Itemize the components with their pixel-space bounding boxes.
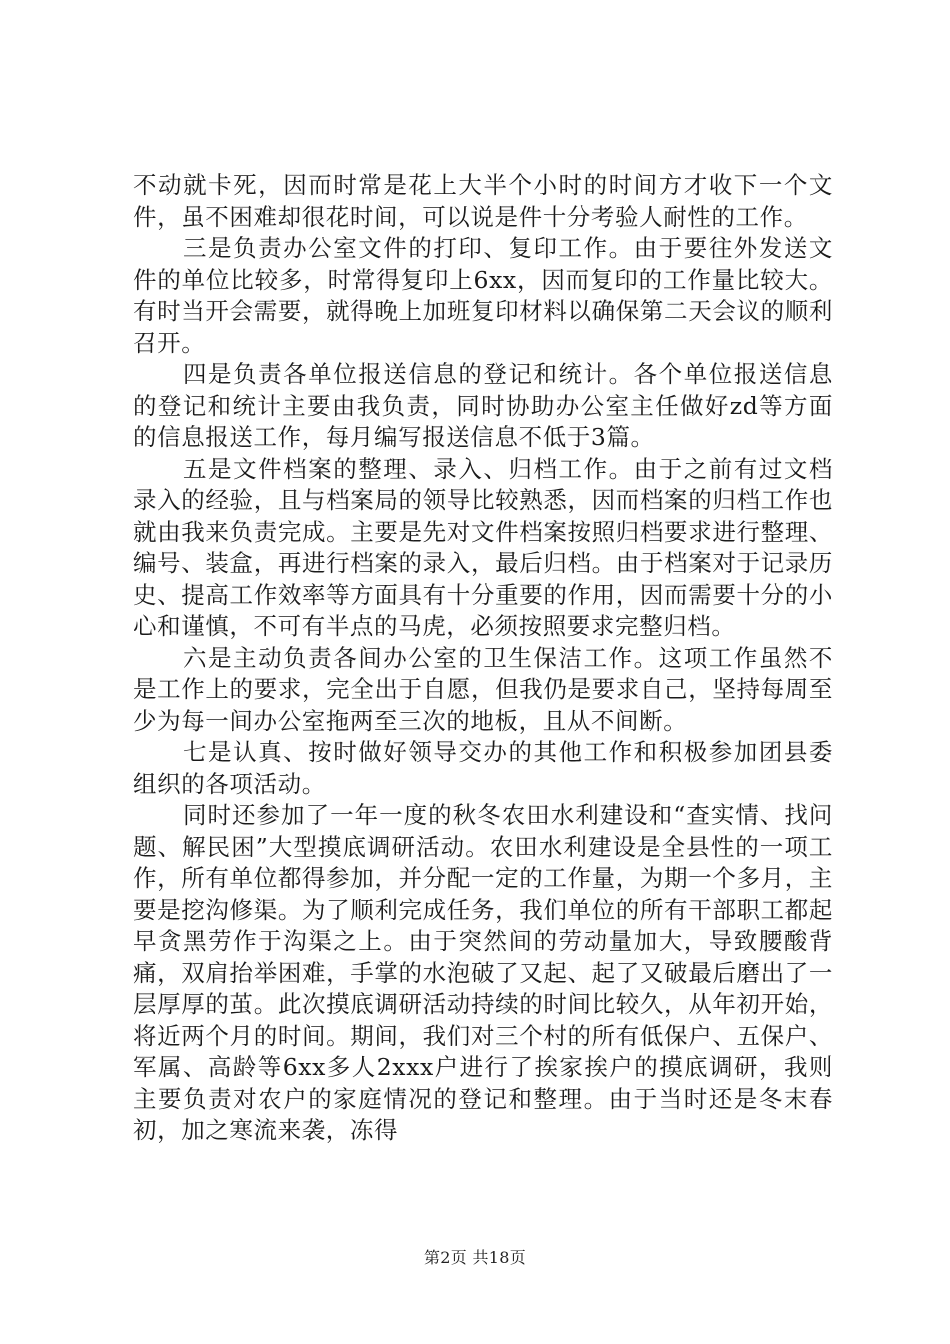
document-body bbox=[133, 170, 833, 1147]
paragraph-1: 不动就卡死，因而时常是花上大半个小时的时间方才收下一个文件，虽不困难却很花时间，可以说是件十分考验人耐性的工作。 bbox=[133, 171, 833, 231]
paragraph-6: 七是认真、按时做好领导交办的其他工作和积极参加团县委组织的各项活动。 bbox=[133, 738, 833, 798]
paragraph-3: 四是负责各单位报送信息的登记和统计。各个单位报送信息的登记和统计主要由我负责，同时协助办公室主任做好zd等方面的信息报送工作，每月编写报送信息不低于3篇。 bbox=[133, 360, 833, 451]
paragraph-4: 五是文件档案的整理、录入、归档工作。由于之前有过文档录入的经验，且与档案局的领导比较熟悉，因而档案的归档工作也就由我来负责完成。主要是先对文件档案按照归档要求进行整理、编号、装盒，再进行档案的录入，最后归档。由于档案对于记录历史、提高工作效率等方面具有十分重要的作用，因而需要十分的小心和谨慎，不可有半点的马虎，必须按照要求完整归档。 bbox=[133, 454, 833, 640]
paragraph-5: 六是主动负责各间办公室的卫生保洁工作。这项工作虽然不是工作上的要求，完全出于自愿，但我仍是要求自己，坚持每周至少为每一间办公室拖两至三次的地板，且从不间断。 bbox=[133, 643, 833, 735]
paragraph-7: 同时还参加了一年一度的秋冬农田水利建设和“查实情、找问题、解民困”大型摸底调研活动。农田水利建设是全县性的一项工作，所有单位都得参加，并分配一定的工作量，为期一个多月，主要是挖沟修渠。为了顺利完成任务，我们单位的所有干部职工都起早贪黑劳作于沟渠之上。由于突然间的劳动量加大，导致腰酸背痛，双肩抬举困难，手掌的水泡破了又起、起了又破最后磨出了一层厚厚的茧。此次摸底调研活动持续的时间比较久，从年初开始，将近两个月的时间。期间，我们对三个村的所有低保户、五保户、军属、高龄等6xx多人2xxx户进行了挨家挨户的摸底调研，我则主要负责对农户的家庭情况的登记和整理。由于当时还是冬末春初，加之寒流来袭，冻得 bbox=[133, 801, 833, 1144]
paragraph-2: 三是负责办公室文件的打印、复印工作。由于要往外发送文件的单位比较多，时常得复印上6xx，因而复印的工作量比较大。有时当开会需要，就得晚上加班复印材料以确保第二天会议的顺利召开。 bbox=[133, 234, 833, 357]
page-number-footer: 第2页 共18页 bbox=[423, 1248, 527, 1267]
